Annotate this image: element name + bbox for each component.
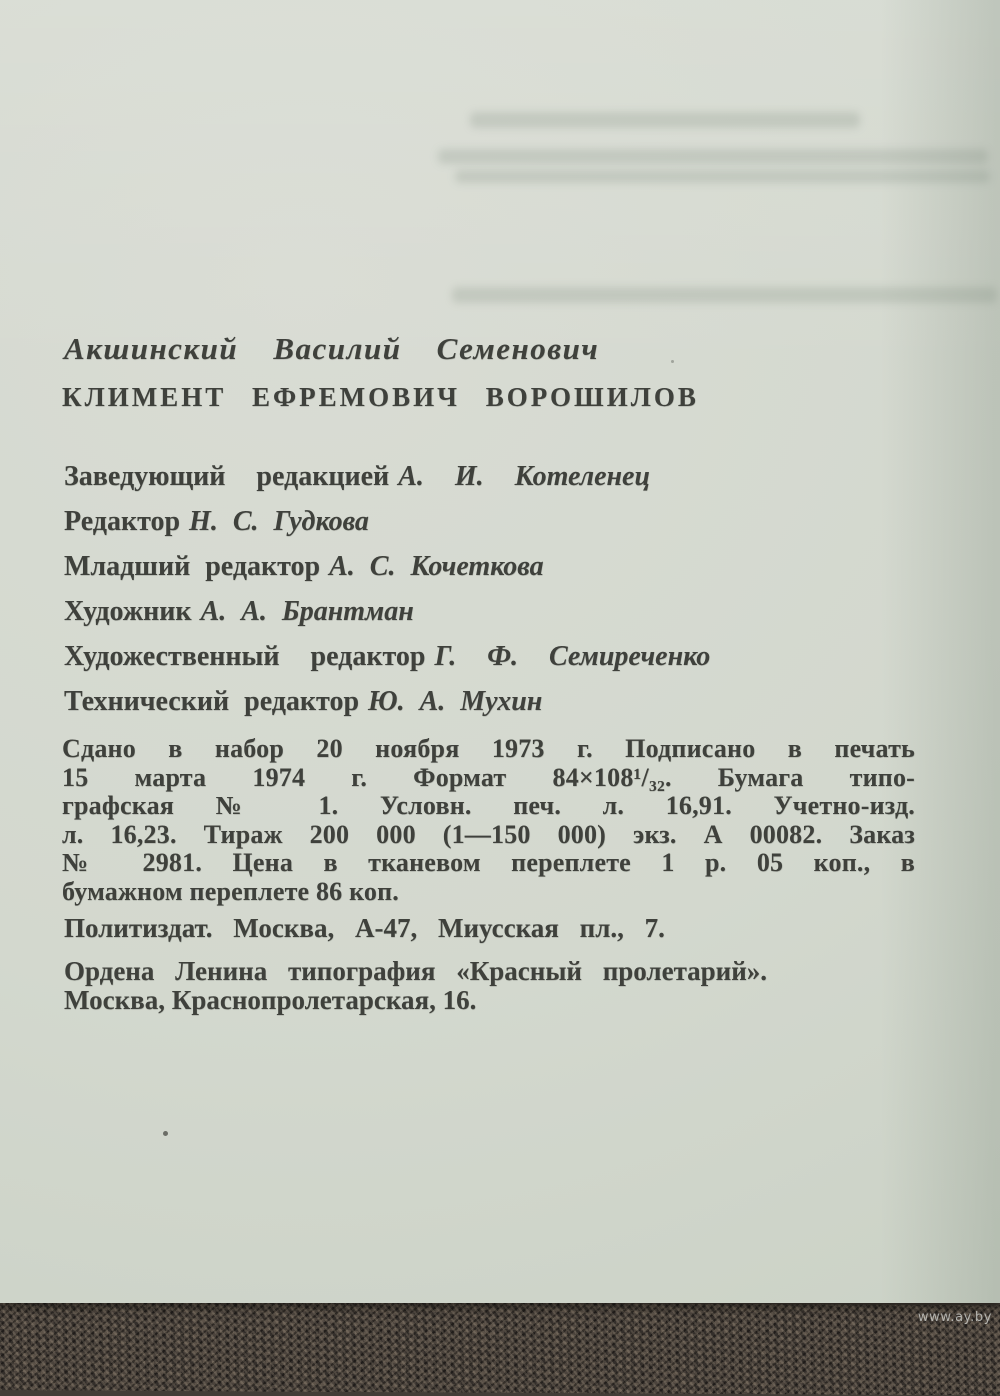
- publisher-line: Политиздат. Москва, А-47, Миусская пл., 7.: [64, 913, 665, 943]
- staff-name: Н. С. Гудкова: [189, 506, 369, 537]
- staff-block: [64, 462, 710, 732]
- imprint-block: [62, 735, 915, 907]
- imprint-line: графская № 1. Условн. печ. л. 16,91. Учетно-изд.: [62, 791, 915, 821]
- staff-name: Г. Ф. Семиреченко: [434, 641, 711, 672]
- show-through-smudge: [455, 170, 990, 183]
- paper-speck: [163, 1131, 168, 1136]
- imprint-line: бумажном переплете 86 коп.: [62, 876, 400, 906]
- staff-role: Художественный редактор: [64, 641, 426, 672]
- paper-speck: [671, 360, 674, 363]
- staff-name: А. А. Брантман: [200, 596, 414, 627]
- imprint-line: № 2981. Цена в тканевом переплете 1 р. 05 коп., в: [62, 848, 915, 878]
- staff-line: [64, 597, 710, 627]
- show-through-smudge: [470, 112, 860, 128]
- staff-line: [64, 507, 710, 537]
- staff-role: Заведующий редакцией: [64, 461, 390, 492]
- staff-name: Ю. А. Мухин: [368, 686, 543, 717]
- staff-name: А. С. Кочеткова: [329, 551, 544, 582]
- show-through-smudge: [452, 287, 997, 303]
- staff-line: [64, 687, 710, 717]
- author-line: Акшинский Василий Семенович: [64, 331, 600, 366]
- fabric-background: [0, 1300, 1000, 1395]
- printer-block: [64, 957, 767, 1015]
- book-title: КЛИМЕНТ ЕФРЕМОВИЧ ВОРОШИЛОВ: [62, 382, 699, 412]
- printer-line: Ордена Ленина типография «Красный пролетарий».: [64, 956, 768, 986]
- staff-name: А. И. Котеленец: [398, 461, 651, 492]
- show-through-smudge: [438, 149, 988, 164]
- staff-role: Технический редактор: [64, 686, 360, 717]
- printer-line: Москва, Краснопролетарская, 16.: [64, 985, 477, 1015]
- imprint-line: л. 16,23. Тираж 200 000 (1—150 000) экз. А 00082. Заказ: [62, 819, 915, 849]
- imprint-line: 15 марта 1974 г. Формат 84×108¹/₃₂. Бумага типо-: [62, 762, 915, 792]
- staff-role: Художник: [64, 596, 192, 627]
- staff-line: [64, 552, 710, 582]
- staff-line: [64, 462, 710, 492]
- imprint-line: Сдано в набор 20 ноября 1973 г. Подписано в печать: [62, 734, 915, 763]
- staff-line: [64, 642, 710, 672]
- watermark-text: www.ay.by: [917, 1310, 992, 1325]
- staff-role: Редактор: [64, 506, 181, 537]
- staff-role: Младший редактор: [64, 551, 321, 582]
